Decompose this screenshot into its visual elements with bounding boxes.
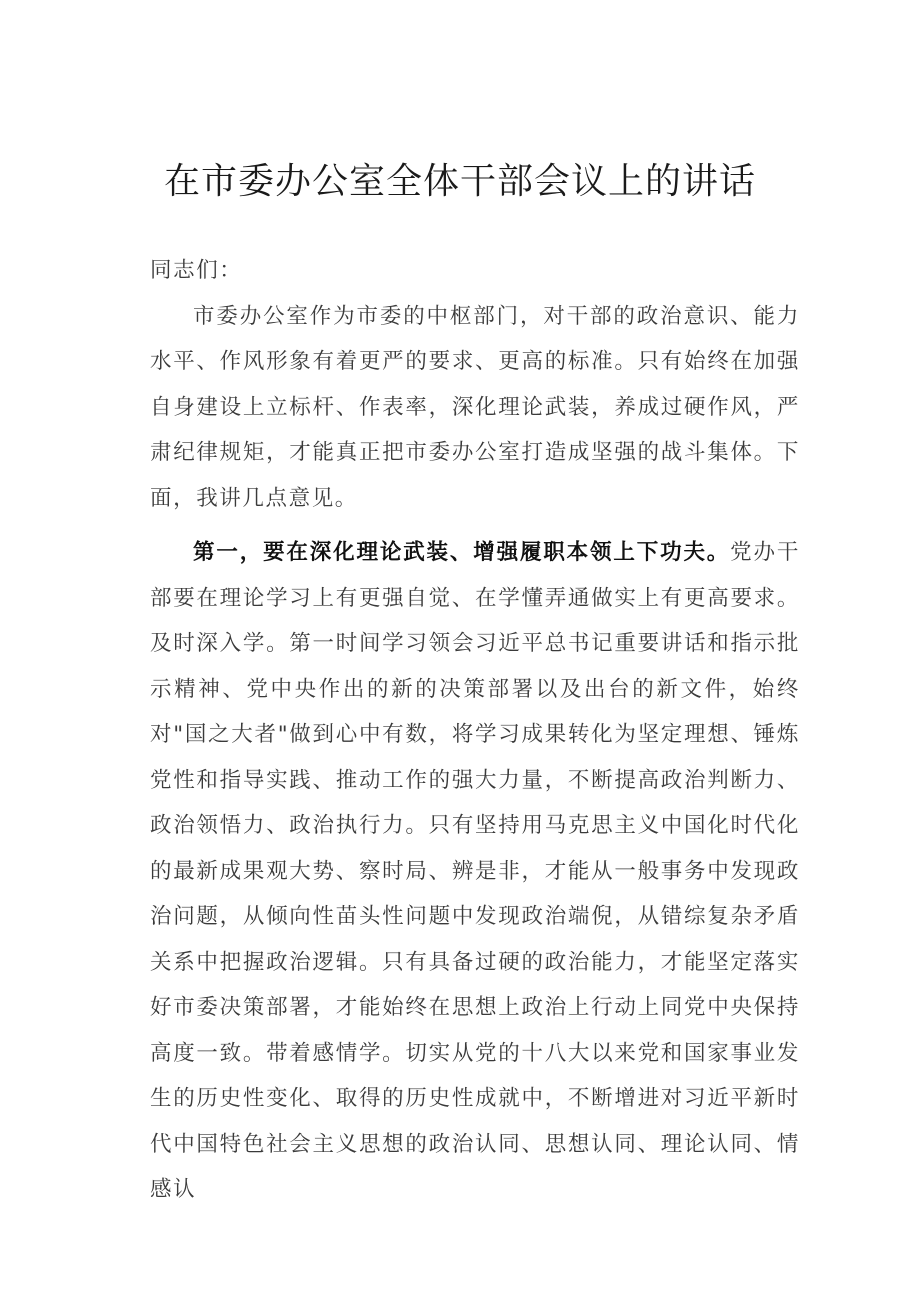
document-body bbox=[150, 248, 800, 1213]
paragraph-lead-heading: 第一，要在深化理论武装、增强履职本领上下功夫。 bbox=[193, 540, 731, 565]
paragraph-first-point bbox=[150, 530, 800, 1213]
paragraph-intro: 市委办公室作为市委的中枢部门，对干部的政治意识、能力水平、作风形象有着更严的要求、更高的标准。只有始终在加强自身建设上立标杆、作表率，深化理论武装，养成过硬作风，严肃纪律规矩，才能真正把市委办公室打造成坚强的战斗集体。下面，我讲几点意见。 bbox=[150, 303, 800, 511]
paragraph-first-point-body: 党办干部要在理论学习上有更强自觉、在学懂弄通做实上有更高要求。及时深入学。第一时间学习领会习近平总书记重要讲话和指示批示精神、党中央作出的新的决策部署以及出台的新文件，始终对"国之大者"做到心中有数，将学习成果转化为坚定理想、锤炼党性和指导实践、推动工作的强大力量，不断提高政治判断力、政治领悟力、政治执行力。只有坚持用马克思主义中国化时代化的最新成果观大势、察时局、辨是非，才能从一般事务中发现政治问题，从倾向性苗头性问题中发现政治端倪，从错综复杂矛盾关系中把握政治逻辑。只有具备过硬的政治能力，才能坚定落实好市委决策部署，才能始终在思想上政治上行动上同党中央保持高度一致。带着感情学。切实从党的十八大以来党和国家事业发生的历史性变化、取得的历史性成就中，不断增进对习近平新时代中国特色社会主义思想的政治认同、思想认同、理论认同、情感认 bbox=[150, 540, 800, 1202]
salutation: 同志们： bbox=[150, 258, 243, 283]
document-title: 在市委办公室全体干部会议上的讲话 bbox=[163, 161, 756, 202]
